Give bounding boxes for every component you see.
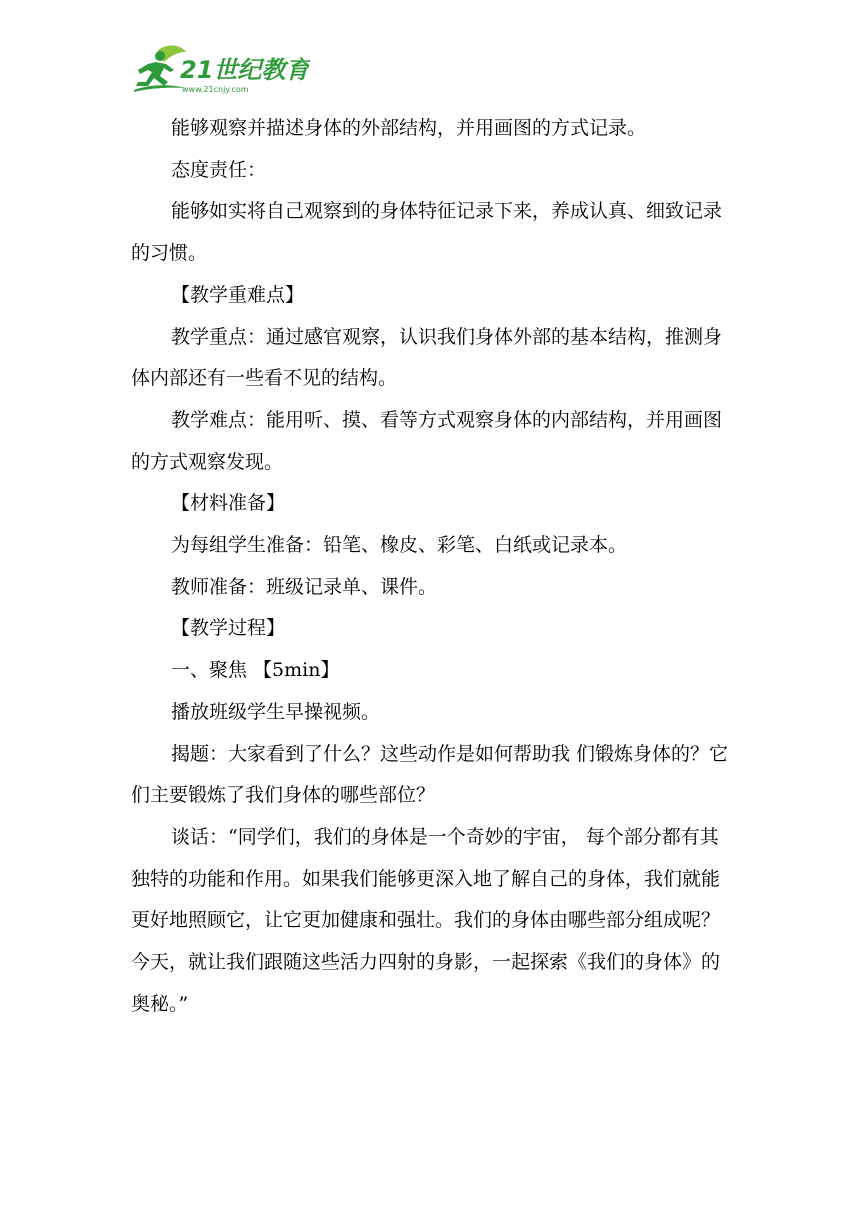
paragraph-3: 能够如实将自己观察到的身体特征记录下来，养成认真、细致记录的习惯。 — [131, 200, 723, 265]
site-logo — [130, 40, 310, 98]
paragraph-teacher-materials: 教师准备：班级记录单、课件。 — [171, 575, 438, 598]
paragraph-student-materials: 为每组学生准备：铅笔、橡皮、彩笔、白纸或记录本。 — [171, 534, 628, 557]
paragraph-talk: 谈话：“同学们，我们的身体是一个奇妙的宇宙， 每个部分都有其独特的功能和作用。如果我们能够更深入地了解自己的身体，我们就能更好地照顾它，让它更加健康和强壮。我们的身体由哪些部分组成呢？今天，就让我们跟随这些活力四射的身影，一起探索《我们的身体》的奥秘。” — [131, 825, 721, 1015]
document-body — [131, 108, 729, 1025]
paragraph-1: 能够观察并描述身体的外部结构，并用画图的方式记录。 — [171, 117, 647, 139]
logo-text: 21世纪教育 — [180, 56, 310, 84]
paragraph-teaching-focus: 教学重点：通过感官观察，认识我们身体外部的基本结构，推测身体内部还有一些看不见的结构。 — [131, 325, 723, 390]
paragraph-play-video: 播放班级学生早操视频。 — [171, 700, 381, 723]
running-man-logo-icon — [130, 40, 310, 98]
paragraph-reveal-topic: 揭题：大家看到了什么？这些动作是如何帮助我 们锻炼身体的？它们主要锻炼了我们身体的哪些部位？ — [131, 742, 729, 807]
paragraph-teaching-difficulty: 教学难点：能用听、摸、看等方式观察身体的内部结构，并用画图的方式观察发现。 — [131, 408, 723, 473]
subsection-heading-focus: 一、聚焦 【5min】 — [171, 659, 340, 682]
paragraph-2: 态度责任： — [171, 158, 267, 181]
section-heading-key-points: 【教学重难点】 — [171, 283, 305, 306]
section-heading-materials: 【材料准备】 — [171, 492, 286, 515]
logo-url-text: www.21cnjy.com — [182, 85, 249, 94]
section-heading-process: 【教学过程】 — [171, 617, 286, 640]
